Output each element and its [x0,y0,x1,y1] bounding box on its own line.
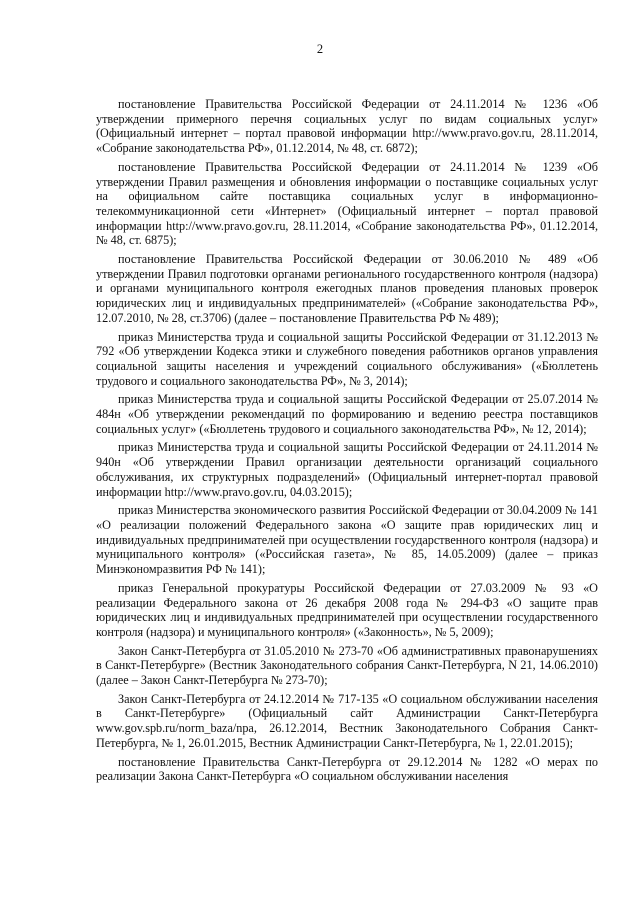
document-body [96,97,598,788]
paragraph-law-717-135: Закон Санкт-Петербурга от 24.12.2014 № 717-135 «О социальном обслуживании населения в Санкт-Петербурге» (Официальный сайт Администрации Санкт-Петербурга www.gov.spb.ru/norm_baza/npa, 26.12.2014, Вестник Законодательного Собрания Санкт-Петербурга, № 1, 26.01.2015, Вестник Администрации Санкт-Петербурга, № 1, 22.01.2015); [96,691,598,750]
paragraph-decree-489: постановление Правительства Российской Федерации от 30.06.2010 № 489 «Об утверждении Правил подготовки органами регионального государственного контроля (надзора) и органами муниципального контроля ежегодных планов проведения плановых проверок юридических лиц и индивидуальных предпринимателей» («Собрание законодательства РФ», 12.07.2010, № 28, ст.3706) (далее – постановление Правительства РФ № 489); [96,252,598,325]
paragraph-order-484n: приказ Министерства труда и социальной защиты Российской Федерации от 25.07.2014 № 484н «Об утверждении рекомендаций по формированию и ведению реестра поставщиков социальных услуг» («Бюллетень трудового и социального законодательства РФ», № 12, 2014); [96,392,598,436]
page-number: 2 [316,42,324,56]
paragraph-decree-1239: постановление Правительства Российской Федерации от 24.11.2014 № 1239 «Об утверждении Правил размещения и обновления информации о поставщике социальных услуг на официальном сайте поставщика социальных услуг в информационно-телекоммуникационной сети «Интернет» (Официальный интернет – портал правовой информации http://www.pravo.gov.ru, 28.11.2014, «Собрание законодательства РФ», 01.12.2014, № 48, ст. 6875); [96,159,598,248]
paragraph-order-93: приказ Генеральной прокуратуры Российской Федерации от 27.03.2009 № 93 «О реализации Федерального закона от 26 декабря 2008 года № 294-ФЗ «О защите прав юридических лиц и индивидуальных предпринимателей при осуществлении государственного контроля (надзора) и муниципального контроля» («Законность», № 5, 2009); [96,580,598,639]
paragraph-decree-1282: постановление Правительства Санкт-Петербурга от 29.12.2014 № 1282 «О мерах по реализации Закона Санкт-Петербурга «О социальном обслуживании населения [96,754,598,784]
paragraph-order-940n: приказ Министерства труда и социальной защиты Российской Федерации от 24.11.2014 № 940н «Об утверждении Правил организации деятельности организаций социального обслуживания, их структурных подразделений» (Официальный интернет-портал правовой информации http://www.pravo.gov.ru, 04.03.2015); [96,440,598,499]
paragraph-decree-1236: постановление Правительства Российской Федерации от 24.11.2014 № 1236 «Об утверждении примерного перечня социальных услуг по видам социальных услуг» (Официальный интернет – портал правовой информации http://www.pravo.gov.ru, 28.11.2014, «Собрание законодательства РФ», 01.12.2014, № 48, ст. 6872); [96,97,598,156]
paragraph-law-273-70: Закон Санкт-Петербурга от 31.05.2010 № 273-70 «Об административных правонарушениях в Санкт-Петербурге» (Вестник Законодательного собрания Санкт-Петербурга, N 21, 14.06.2010) (далее – Закон Санкт-Петербурга № 273-70); [96,643,598,688]
paragraph-order-141: приказ Министерства экономического развития Российской Федерации от 30.04.2009 № 141 «О реализации положений Федерального закона «О защите прав юридических лиц и индивидуальных предпринимателей при осуществлении государственного контроля (надзора) и муниципального контроля» («Российская газета», № 85, 14.05.2009) (далее – приказ Минэкономразвития РФ № 141); [96,503,598,577]
paragraph-order-792: приказ Министерства труда и социальной защиты Российской Федерации от 31.12.2013 № 792 «Об утверждении Кодекса этики и служебного поведения работников органов управления социальной защиты населения и учреждений социального обслуживания» («Бюллетень трудового и социального законодательства РФ», № 3, 2014); [96,329,598,388]
